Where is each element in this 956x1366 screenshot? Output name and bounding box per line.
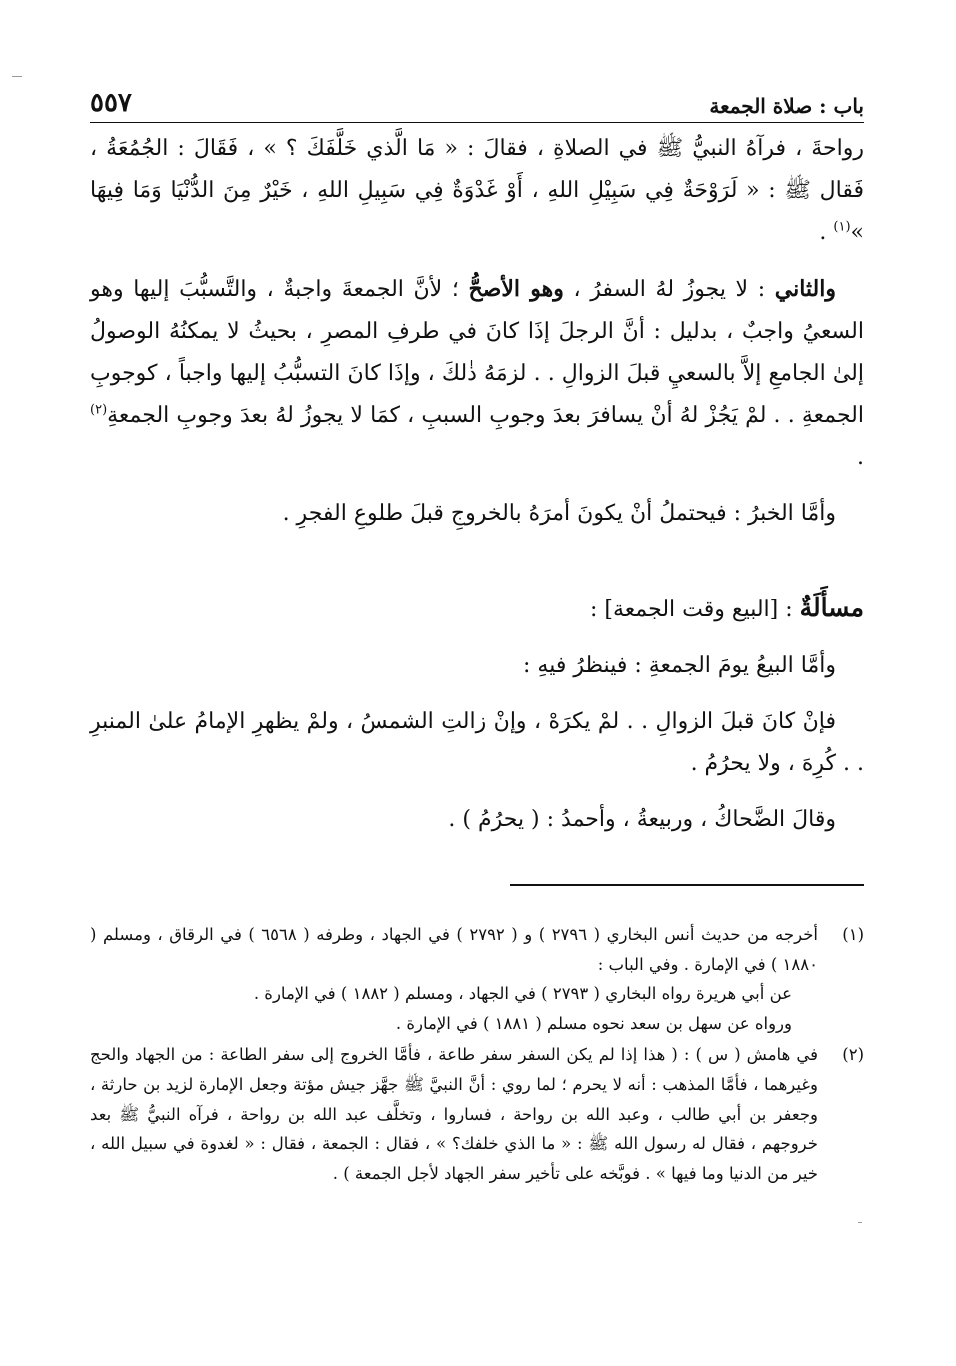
paragraph-other-opinions: وقالَ الضَّحاكُ ، وربيعةُ ، وأحمدُ : ( يحرُمُ ) . bbox=[448, 807, 836, 832]
masala-heading bbox=[90, 587, 864, 631]
scan-mark bbox=[858, 1222, 862, 1223]
masala-label: مسأَلَةٌ bbox=[799, 593, 864, 622]
footnote-subline: عن أبي هريرة رواه البخاري ( ٢٧٩٣ ) في الجهاد ، ومسلم ( ١٨٨٢ ) في الإمارة . bbox=[253, 984, 792, 1004]
paragraph-second-opinion: والثاني : لا يجوزُ لهُ السفرُ ، وهو الأصحُّ ؛ لأنَّ الجمعةَ واجبةٌ ، والتَّسبُّبَ إليها وهو السعيُ واجبٌ ، بدليل : أنَّ الرجلَ إذَا كانَ في طرفِ المصرِ ، بحيثُ لا يمكنُهُ الوصولُ إلىٰ الجامعِ إلاَّ بالسعيِ قبلَ الزوالِ . . لزمَهُ ذٰلكَ ، وإذَا كانَ التسبُّبُ إليها واجباً ، كوجوبِ الجمعةِ . . لمْ يَجُزْ لهُ أنْ يسافرَ بعدَ وجوبِ السببِ ، كمَا لا يجوزُ لهُ بعدَ وجوبِ الجمعةِ$^{(٢)}$ . bbox=[90, 276, 864, 470]
footnote-number: (٢) bbox=[842, 1045, 864, 1065]
footnote-text: أخرجه من حديث أنس البخاري ( ٢٧٩٦ ) و ( ٢٧٩٢ ) في الجهاد ، وطرفه ( ٦٥٦٨ ) في الرقاق ، ومسلم ( ١٨٨٠ ) في الإمارة . وفي الباب : bbox=[90, 925, 818, 974]
footnote-number: (١) bbox=[842, 925, 864, 944]
page-number: ٥٥٧ bbox=[90, 88, 132, 118]
page-header bbox=[90, 84, 864, 123]
footnote-1 bbox=[90, 920, 864, 1038]
preferred-view-label: وهو الأصحُّ bbox=[468, 276, 564, 302]
second-opinion-label: والثاني bbox=[774, 276, 836, 302]
footnote-ref-1: (١) bbox=[833, 219, 851, 235]
footnote-subline: ورواه عن سهل بن سعد نحوه مسلم ( ١٨٨١ ) في الإمارة . bbox=[395, 1013, 792, 1033]
masala-title: : [البيع وقت الجمعة] : bbox=[590, 597, 800, 622]
scan-edge-mark bbox=[12, 76, 22, 77]
footnotes bbox=[90, 920, 864, 1188]
paragraph-hadith-continuation: رواحةَ ، فرآهُ النبيُّ ﷺ في الصلاةِ ، فقالَ : « مَا الَّذي خَلَّفَكَ ؟ » ، فَقَالَ : الجُمُعَةُ ، فَقال ﷺ : « لَرَوْحَةٌ فِي سَبِيْلِ اللهِ ، أَوْ غَدْوَةٌ فِي سَبِيلِ اللهِ ، خَيْرٌ مِنَ الدُّنْيَا وَمَا فِيهَا »$^{(١)}$ . bbox=[90, 136, 864, 245]
paragraph-before-zawal: فإنْ كانَ قبلَ الزوالِ . . لمْ يكرَهْ ، وإنْ زالتِ الشمسُ ، ولمْ يظهرِ الإمامُ علىٰ المنبرِ . . كُرِهَ ، ولا يحرُمُ . bbox=[90, 709, 864, 776]
paragraph-report-interpretation: وأمَّا الخبرُ : فيحتملُ أنْ يكونَ أمرَهُ بالخروجِ قبلَ طلوعِ الفجرِ . bbox=[282, 501, 836, 526]
footnote-2 bbox=[90, 1040, 864, 1188]
footnote-ref-2: (٢) bbox=[90, 402, 108, 418]
paragraph-selling-friday: وأمَّا البيعُ يومَ الجمعةِ : فينظرُ فيهِ : bbox=[523, 653, 836, 678]
footnote-separator bbox=[510, 884, 864, 886]
footnote-text: في هامش ( س ) : ( هذا إذا لم يكن السفر سفر طاعة ، فأمَّا الخروج إلى سفر الطاعة : من الجهاد والحج وغيرهما ، فأمَّا المذهب : أنه لا يحرم ؛ لما روي : أنَّ النبيَّ ﷺ جهَّز جيش مؤتة وجعل الإمارة لزيد بن حارثة ، وجعفر بن أبي طالب ، وعبد الله بن رواحة ، فساروا ، وتخلَّف عبد الله بن رواحة ، فرآه النبيُّ ﷺ بعد خروجهم ، فقال له رسول الله ﷺ : « ما الذي خلفك؟ » ، فقال : الجمعة ، فقال : « لغدوة في سبيل الله ، خير من الدنيا وما فيها » . فوبَّخه على تأخير سفر الجهاد لأجل الجمعة ) . bbox=[90, 1045, 818, 1183]
section-title: باب : صلاة الجمعة bbox=[709, 94, 864, 118]
main-text bbox=[90, 128, 864, 841]
